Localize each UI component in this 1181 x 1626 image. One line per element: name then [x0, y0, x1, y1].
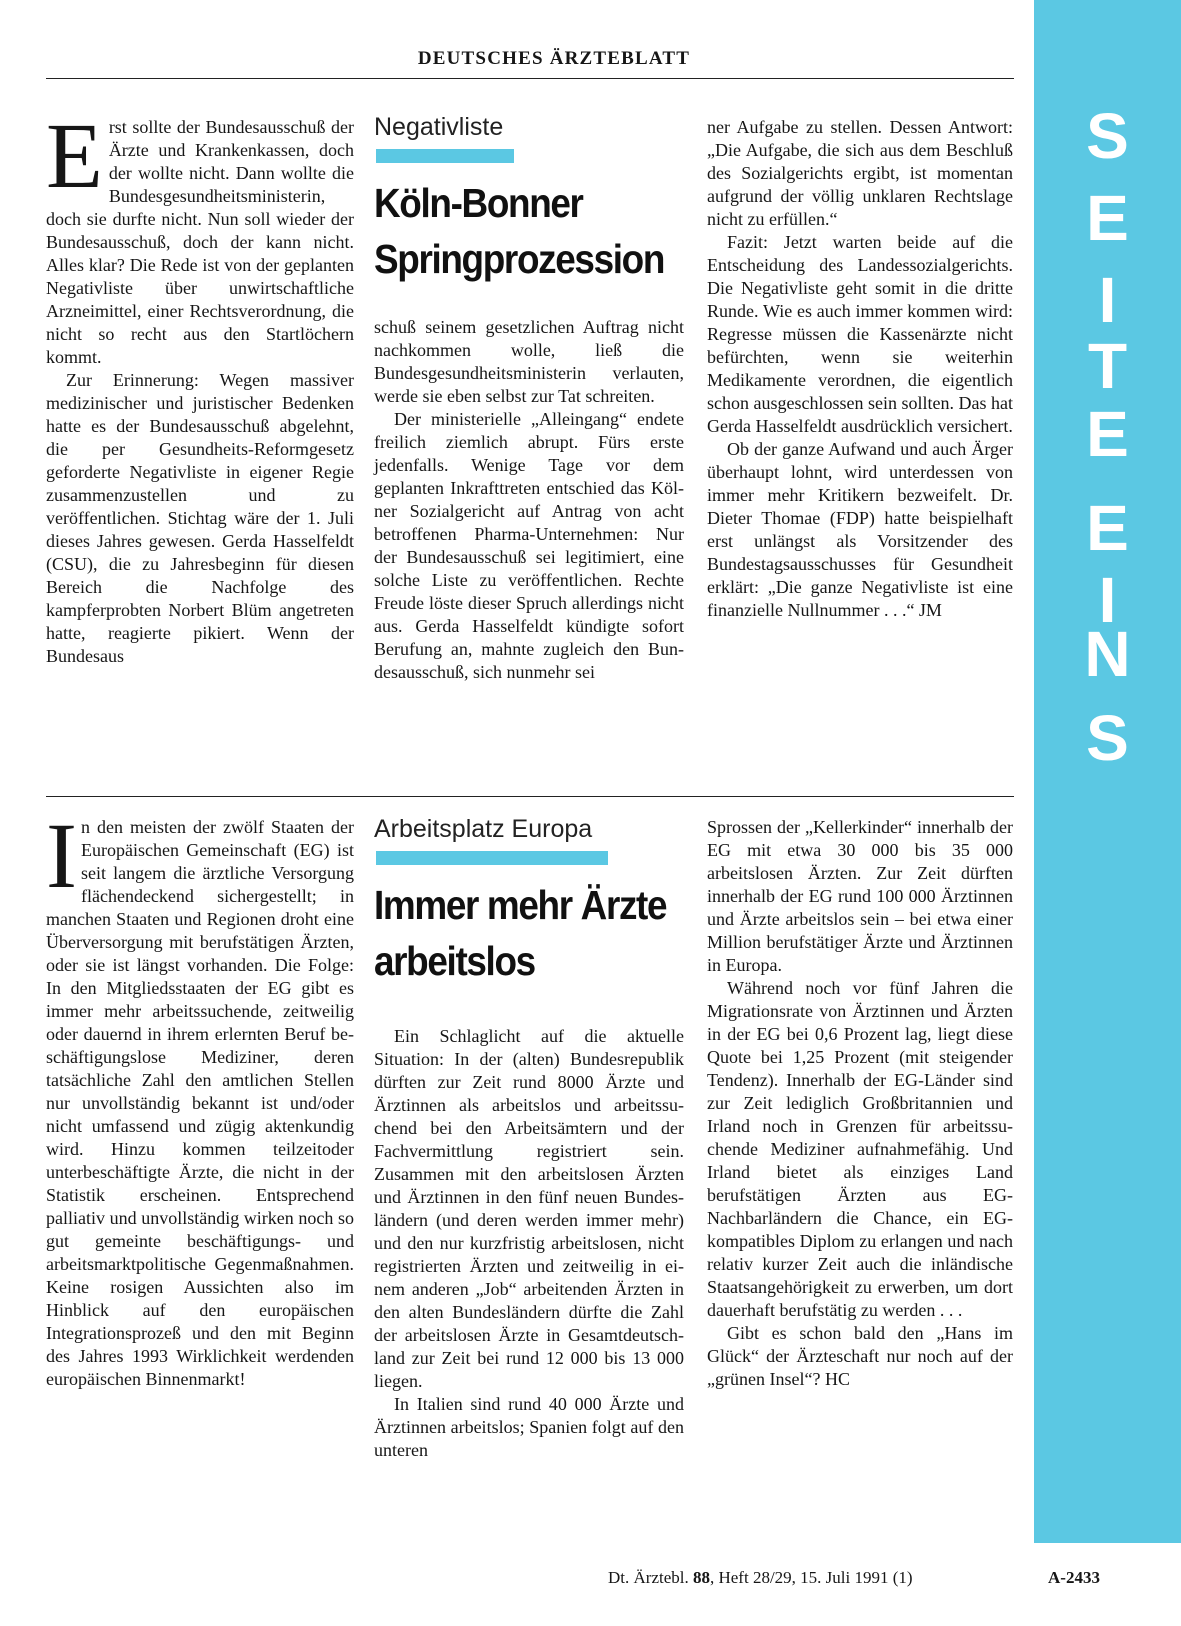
side-letter: N: [1084, 618, 1131, 690]
side-letter: E: [1086, 398, 1129, 470]
masthead: [46, 48, 1014, 79]
article2-headline: [374, 877, 671, 989]
footer-journal: Dt. Ärztebl.: [608, 1568, 689, 1587]
article1-column-3: [707, 116, 1013, 622]
footer-citation: [608, 1567, 913, 1589]
article2-paragraph: Während noch vor fünf Jahren die Migrationsrate von Ärztinnen und Ärzten in der EG bei 0,6 Prozent lag, liegt diese Quote bei 1,25 Prozent (mit steigender Tendenz). Innerhalb der EG-Länder sind zur Zeit lediglich Großbritannien und Irland noch in Grenzen für arbeitssuchende Mediziner aufnahmefähig. Und Irland bietet als einziges Land berufstätigen Ärzten aus EG-Nachbarländern die Chance, ein EG-kompatibles Diplom zu erlangen und nach relativ kurzer Zeit auch die inländische Staatsangehörigkeit zu erwerben, um dort dauerhaft berufstätig zu werden . . .: [707, 978, 1013, 1320]
article1-paragraph: rst sollte der Bundesausschuß der Ärzte und Krankenkassen, doch der wollte nicht. Dann wollte die Bundesgesundheitsministerin, doch sie durfte nicht. Nun soll wieder der Bundesausschuß, doch der kann nicht. Alles klar? Die Rede ist von der geplanten Negativliste über unwirtschaftliche Arzneimittel, einer Rechtsverordnung, die nicht so recht aus den Startlöchern kommt.: [46, 117, 354, 367]
article2-paragraph: In Italien sind rund 40 000 Ärzte und Ärztinnen arbeitslos; Spanien folgt auf den unteren: [374, 1394, 684, 1460]
article1-paragraph: schuß seinem gesetzlichen Auftrag nicht nachkommen wolle, ließ die Bundesgesundheitsministerin verlauten, werde sie eben selbst zur Tat schreiten.: [374, 317, 684, 406]
article2-kicker: Arbeitsplatz Europa: [374, 815, 593, 843]
article1-paragraph: Fazit: Jetzt warten beide auf die Entscheidung des Landessozialgerichts. Die Negativliste geht somit in die dritte Runde. Wie es auch immer kommen wird: Regresse müssen die Kassenärzte nicht befürchten, wenn sie weiterhin Medikamente verordnen, die eigentlich schon ausgeschlossen sein sollten. Das hat Gerda Hasselfeldt ausdrücklich versichert.: [707, 232, 1013, 436]
article2-column-3: [707, 816, 1013, 1391]
article1-paragraph: ner Aufgabe zu stellen. Dessen Antwort: „Die Aufgabe, die sich aus dem Beschluß des Sozialgerichts ergibt, ist momentan aufgrund der völlig unklaren Rechtslage nicht zu erfüllen.“: [707, 117, 1013, 229]
article1-accent-bar: [376, 149, 514, 163]
article1-kicker: Negativliste: [374, 113, 504, 141]
article2-headline-line: Immer mehr Ärzte: [374, 882, 667, 928]
article1-column-1: [46, 105, 354, 668]
article1-paragraph: Ob der ganze Aufwand und auch Ärger überhaupt lohnt, wird unterdessen von immer mehr Kritikern bezweifelt. Dr. Dieter Thomae (FDP) hatte beispielhaft erst unlängst als Vorsitzender des Bundestagsausschusses für Gesundheit erklärt: „Die ganze Negativliste ist eine finanzielle Nullnummer . . .“ JM: [707, 439, 1013, 620]
article2-paragraph: Gibt es schon bald den „Hans im Glück“ der Ärzteschaft nur noch auf der „grünen Insel“? HC: [707, 1323, 1013, 1389]
side-strip: [1034, 0, 1181, 1543]
masthead-title: DEUTSCHES ÄRZTEBLATT: [417, 48, 691, 69]
article1-headline: [374, 175, 671, 287]
article1-paragraph: Zur Erinnerung: Wegen massiver medizinischer und juristischer Bedenken hatte es der Bundesausschuß abgelehnt, die per Gesundheits-Reformgesetz geforderte Negativliste in eigener Regie zusammenzustellen und zu veröffentlichen. Stichtag wäre der 1. Juli dieses Jahres gewesen. Gerda Hasselfeldt (CSU), die zu Jahresbeginn für diesen Bereich die Nachfolge des kampferprobten Norbert Blüm angetreten hatte, reagierte pikiert. Wenn der Bundesaus: [46, 370, 354, 666]
article2-paragraph: n den meisten der zwölf Staaten der Europäischen Gemeinschaft (EG) ist seit langem die ärztliche Versorgung flächendeckend sichergestellt; in manchen Staaten und Regionen droht eine Überversorgung mit berufstätigen Ärzten, oder sie ist längst vorhanden. Die Folge: In den Mitgliedsstaaten der EG gibt es immer mehr arbeitssuchende, zeitweilig oder dauernd in ihrem erlernten Beruf beschäftigungslose Mediziner, deren tatsächliche Zahl den amtlichen Stellen nur unvollständig bekannt ist und/oder nicht umfassend und zügig aktenkundig wird. Hinzu kommen teilzeitoder unterbeschäftigte Ärzte, die nicht in der Statistik erscheinen. Entsprechend palliativ und unvollständig wirken noch so gut gemeinte beschäftigungs- und arbeitsmarktpolitische Gegenmaßnahmen. Keine rosigen Aussichten also im Hinblick auf den europäischen Integrationsprozeß und den mit Beginn des Jahres 1993 Wirklichkeit werdenden europäischen Binnenmarkt!: [46, 817, 354, 1389]
article2-column-1: [46, 805, 354, 1391]
article1-paragraph: Der ministerielle „Alleingang“ endete freilich ziemlich abrupt. Fürs erste jedenfalls. Wenige Tage vor dem geplanten Inkrafttreten entschied das Kölner Sozialgericht auf Antrag von acht betroffenen Pharma-Unternehmen: Nur der Bundesausschuß sei legitimiert, eine solche Liste zu veröffentlichen. Rechte Freude löste dieser Spruch allerdings nicht aus. Gerda Hasselfeldt kündigte sofort Berufung an, mahnte zugleich den Bundesausschuß, sich nunmehr sei: [374, 409, 684, 682]
side-letter: S: [1086, 100, 1129, 172]
article2-dropcap: I: [46, 805, 77, 908]
article2-accent-bar: [376, 851, 608, 865]
side-letter: I: [1098, 264, 1117, 336]
article1-column-2: [374, 112, 684, 684]
side-letter: E: [1086, 182, 1129, 254]
article2-headline-line: arbeitslos: [374, 938, 535, 984]
page-number: A-2433: [1048, 1568, 1100, 1587]
section-divider: [46, 796, 1014, 797]
article1-dropcap: E: [46, 105, 103, 208]
article2-column-2: [374, 814, 684, 1462]
footer-volume: 88: [692, 1568, 710, 1587]
side-letter: S: [1086, 702, 1129, 774]
side-letter: I: [1098, 564, 1117, 636]
footer-issue: , Heft 28/29, 15. Juli 1991 (1): [709, 1568, 913, 1587]
side-letter: E: [1086, 492, 1129, 564]
article1-headline-line: Köln-Bonner: [374, 180, 583, 226]
side-letter: T: [1087, 330, 1128, 402]
article2-paragraph: Ein Schlaglicht auf die aktuelle Situation: In der (alten) Bundesrepublik dürften zur Zeit rund 8000 Ärzte und Ärztinnen als arbeitslos und arbeitssuchend bei den Arbeitsämtern und der Fachvermittlung registriert sein. Zusammen mit den arbeitslosen Ärzten und Ärztinnen in den fünf neuen Bundesländern (und deren werden immer mehr) und den nur kurzfristig arbeitslosen, nicht registrierten Ärzten und zeitweilig in einem anderen „Job“ arbeitenden Ärzten in den alten Bundesländern dürfte die Zahl der arbeitslosen Ärzte in Gesamtdeutschland zur Zeit bei rund 12 000 bis 13 000 liegen.: [374, 1026, 684, 1391]
article1-headline-line: Springprozession: [374, 236, 665, 282]
article2-paragraph: Sprossen der „Kellerkinder“ innerhalb der EG mit etwa 30 000 bis 35 000 arbeitslosen Ärzten. Zur Zeit dürften innerhalb der EG rund 100 000 Ärztinnen und Ärzte arbeitslos sein – bei etwa einer Million berufstätiger Ärzte und Ärztinnen in Europa.: [707, 817, 1013, 975]
